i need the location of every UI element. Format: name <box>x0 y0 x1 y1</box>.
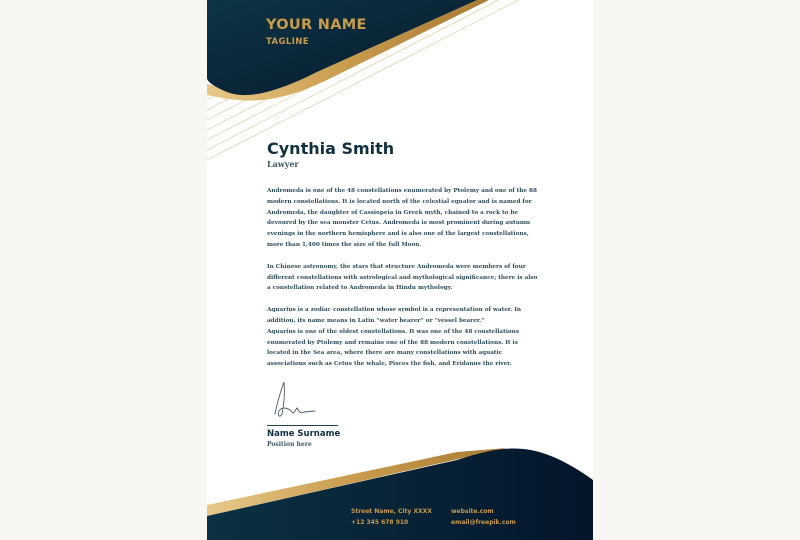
person-role: Lawyer <box>267 159 299 169</box>
brand-block <box>266 17 367 47</box>
body-paragraph: Andromeda is one of the 48 constellations enumerated by Ptolemy and one of the 88 modern constellations. It is located north of the celestial equator and is named for Andromeda, the daughter of Cassiopeia in Greek myth, chained to a rock to be devoured by the sea monster Cetus. Andromeda is most prominent during autumn evenings in the northern hemisphere and is also one of the largest constellations, more than 1,400 times the size of the full Moon. <box>267 188 537 248</box>
footer-contact-left <box>351 506 432 528</box>
brand-name: YOUR NAME <box>266 17 367 33</box>
signer-position: Position here <box>267 441 312 448</box>
brand-tagline: TAGLINE <box>266 37 309 47</box>
footer-website: website.com <box>451 508 494 515</box>
body-paragraph: Aquarius is a zodiac constellation whose symbol is a representation of water. In addition, its name means in Latin “water bearer” or “vessel bearer.” <box>267 307 522 324</box>
letter-body <box>267 186 539 381</box>
body-paragraph: Aquarius is one of the oldest constellations. It was one of the 48 constellations enumerated by Ptolemy and remains one of the 88 modern constellations. It is located in the Sea area, where there are many constellations with aquatic associations such as Cetus the whale, Pisces the fish, and Eridanus the river. <box>267 328 520 368</box>
signer-name: Name Surname <box>267 429 341 439</box>
signature-line <box>267 425 338 426</box>
footer-contact-right <box>451 506 516 528</box>
handwritten-signature <box>267 378 343 424</box>
letterhead-page <box>207 0 593 540</box>
person-name: Cynthia Smith <box>267 139 395 158</box>
body-paragraph: In Chinese astronomy, the stars that structure Andromeda were members of four different constellations with astrological and mythological significance; there is also a constellation related to Andromeda in Hindu mythology. <box>267 263 538 292</box>
person-block <box>267 139 394 169</box>
footer-email: email@freepik.com <box>451 519 516 526</box>
footer-phone: +12 345 678 910 <box>351 519 409 526</box>
footer-address: Street Name, City XXXX <box>351 508 432 515</box>
